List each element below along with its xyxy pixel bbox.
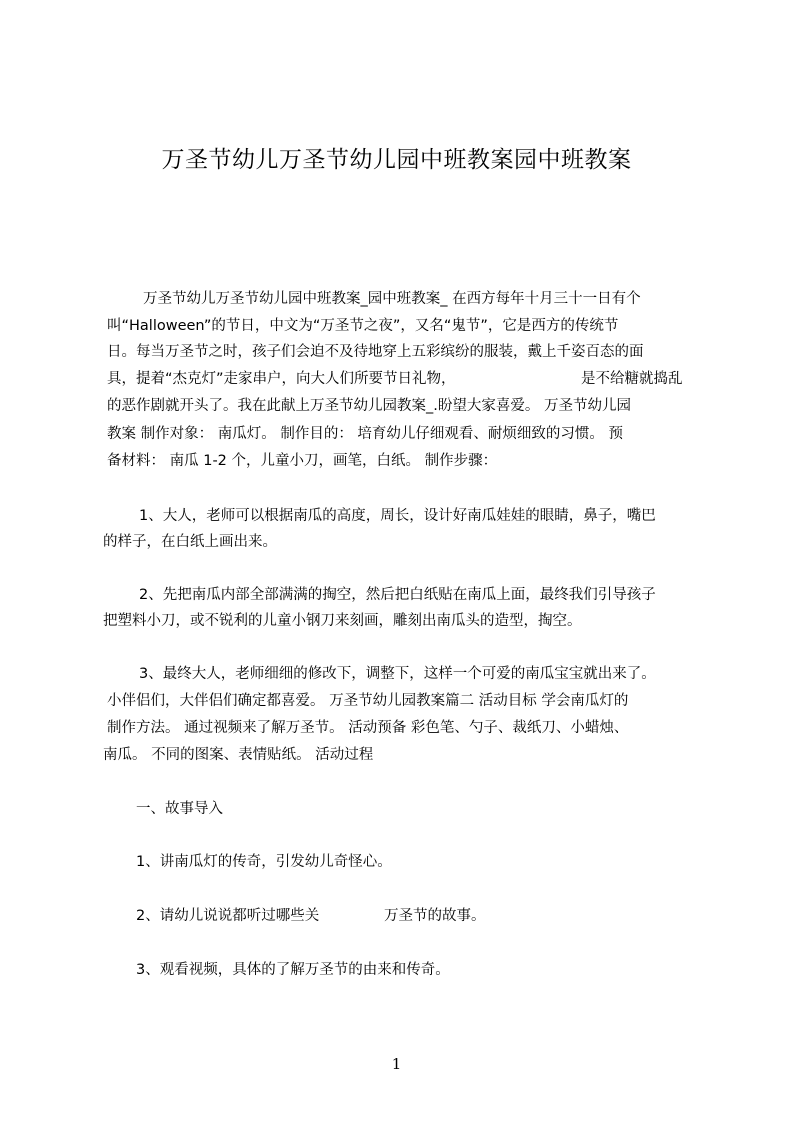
text-line: 南瓜。 不同的图案、表情贴纸。 活动过程	[103, 747, 374, 763]
text-line: 制作方法。 通过视频来了解万圣节。 活动预备 彩色笔、勺子、裁纸刀、小蜡烛、	[107, 720, 629, 736]
text-line: 备材料： 南瓜 1-2 个，儿童小刀，画笔，白纸。 制作步骤：	[107, 453, 498, 469]
text-line: 3、最终大人，老师细细的修改下，调整下，这样一个可爱的南瓜宝宝就出来了。	[139, 666, 656, 682]
text-line: 的恶作剧就开头了。我在此献上万圣节幼儿园教案_.盼望大家喜爱。 万圣节幼儿园	[107, 398, 631, 414]
text-line: 的样子，在白纸上画出来。	[103, 534, 277, 550]
text-line: 小伴侣们，大伴侣们确定都喜爱。 万圣节幼儿园教案篇二 活动目标 学会南瓜灯的	[107, 693, 629, 709]
list-item: 3、观看视频，具体的了解万圣节的由来和传奇。	[136, 962, 450, 978]
text-line: 具，提着“杰克灯”走家串户，向大人们所要节日礼物，	[107, 371, 456, 387]
page-number: 1	[391, 1055, 402, 1073]
section-heading: 一、故事导入	[136, 801, 223, 817]
text-line: 日。每当万圣节之时，孩子们会迫不及待地穿上五彩缤纷的服装，戴上千姿百态的面	[107, 344, 644, 360]
text-line: 是不给糖就捣乱	[581, 371, 683, 387]
text-line: 万圣节的故事。	[384, 908, 486, 924]
text-line: 叫“Halloween”的节日，中文为“万圣节之夜”，又名“鬼节”，它是西方的传统节	[107, 318, 619, 334]
text-line: 教案 制作对象： 南瓜灯。 制作目的： 培育幼儿仔细观看、耐烦细致的习惯。 预	[107, 426, 624, 442]
text-line: 2、先把南瓜内部全部满满的掏空，然后把白纸贴在南瓜上面，最终我们引导孩子	[139, 587, 656, 603]
text-line: 万圣节幼儿万圣节幼儿园中班教案_园中班教案_ 在西方每年十月三十一日有个	[143, 291, 641, 307]
text-line: 把塑料小刀，或不锐利的儿童小钢刀来刻画，雕刻出南瓜头的造型，掏空。	[103, 613, 582, 629]
page-title: 万圣节幼儿万圣节幼儿园中班教案园中班教案	[161, 147, 632, 173]
text-line: 1、大人，老师可以根据南瓜的高度，周长，设计好南瓜娃娃的眼睛，鼻子，嘴巴	[139, 508, 656, 524]
list-item: 1、讲南瓜灯的传奇，引发幼儿奇怪心。	[136, 854, 392, 870]
text-line: 2、请幼儿说说都听过哪些关	[136, 908, 320, 924]
